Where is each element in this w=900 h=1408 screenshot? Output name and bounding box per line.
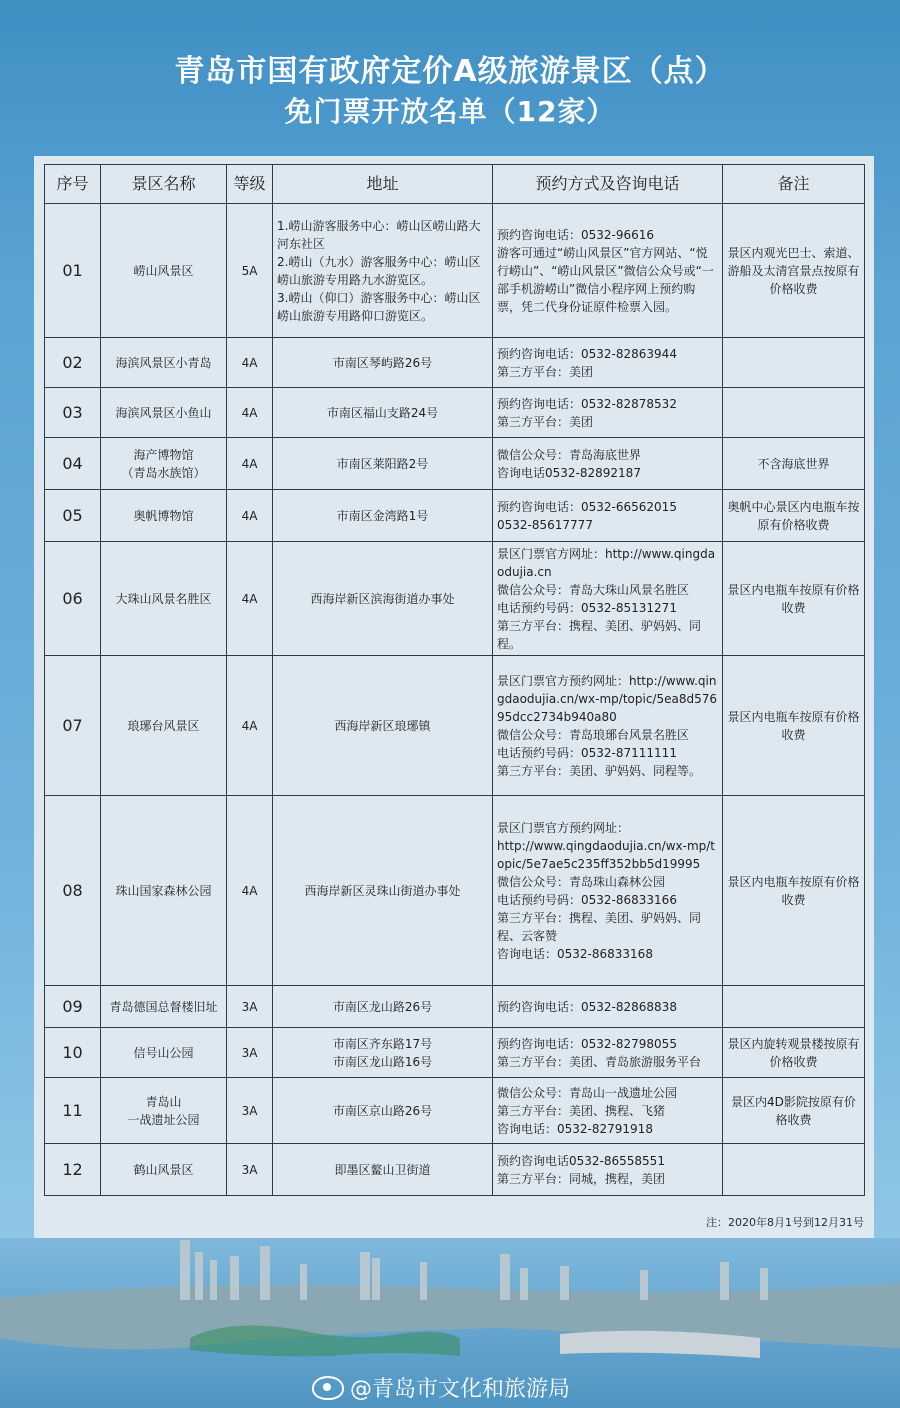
header-name: 景区名称 xyxy=(101,165,227,204)
spot-level: 5A xyxy=(227,204,273,338)
spot-address: 市南区福山支路24号 xyxy=(273,388,493,438)
spot-remark xyxy=(723,986,865,1028)
page-subtitle: 免门票开放名单（12家） xyxy=(284,95,616,128)
booking-info: 预约咨询电话0532-86558551 第三方平台：同城，携程，美团 xyxy=(493,1144,723,1196)
spot-level: 3A xyxy=(227,1078,273,1144)
spot-level: 3A xyxy=(227,1028,273,1078)
spot-address: 1.崂山游客服务中心：崂山区崂山路大河东社区 2.崂山（九水）游客服务中心：崂山区崂山旅游专用路九水游览区。 3.崂山（仰口）游客服务中心：崂山区崂山旅游专用路仰口游览区。 xyxy=(273,204,493,338)
spot-remark: 景区内电瓶车按原有价格收费 xyxy=(723,796,865,986)
scenic-spot-table xyxy=(44,164,865,1196)
spot-level: 4A xyxy=(227,388,273,438)
page-title: 青岛市国有政府定价A级旅游景区（点） xyxy=(174,54,726,89)
row-number: 07 xyxy=(45,656,101,796)
row-number: 03 xyxy=(45,388,101,438)
spot-remark: 景区内观光巴士、索道、游船及太清宫景点按原有价格收费 xyxy=(723,204,865,338)
spot-address: 西海岸新区灵珠山街道办事处 xyxy=(273,796,493,986)
spot-remark: 景区内4D影院按原有价格收费 xyxy=(723,1078,865,1144)
table-row xyxy=(45,1078,865,1144)
row-number: 04 xyxy=(45,438,101,490)
spot-name: 珠山国家森林公园 xyxy=(101,796,227,986)
booking-info: 景区门票官方网址：http://www.qingdaodujia.cn 微信公众号：青岛大珠山风景名胜区 电话预约号码：0532-85131271 第三方平台：携程、美团、驴妈妈、同程。 xyxy=(493,542,723,656)
spot-level: 3A xyxy=(227,1144,273,1196)
spot-address: 市南区琴屿路26号 xyxy=(273,338,493,388)
header-level: 等级 xyxy=(227,165,273,204)
table-row xyxy=(45,204,865,338)
spot-address: 市南区齐东路17号 市南区龙山路16号 xyxy=(273,1028,493,1078)
table-row xyxy=(45,438,865,490)
weibo-account[interactable] xyxy=(312,1372,570,1403)
header-no: 序号 xyxy=(45,165,101,204)
spot-level: 4A xyxy=(227,796,273,986)
row-number: 06 xyxy=(45,542,101,656)
spot-remark xyxy=(723,338,865,388)
table-row xyxy=(45,338,865,388)
booking-info: 预约咨询电话：0532-82798055 第三方平台：美团、青岛旅游服务平台 xyxy=(493,1028,723,1078)
date-note: 注：2020年8月1号到12月31号 xyxy=(706,1216,864,1229)
booking-info: 预约咨询电话：0532-82863944 第三方平台：美团 xyxy=(493,338,723,388)
booking-info: 预约咨询电话：0532-82878532 第三方平台：美团 xyxy=(493,388,723,438)
spot-name: 海产博物馆 （青岛水族馆） xyxy=(101,438,227,490)
header-address: 地址 xyxy=(273,165,493,204)
table-row xyxy=(45,1144,865,1196)
spot-name: 奥帆博物馆 xyxy=(101,490,227,542)
row-number: 02 xyxy=(45,338,101,388)
table-row xyxy=(45,796,865,986)
spot-name: 鹤山风景区 xyxy=(101,1144,227,1196)
spot-remark: 景区内电瓶车按原有价格收费 xyxy=(723,542,865,656)
spot-remark xyxy=(723,388,865,438)
spot-name: 海滨风景区小鱼山 xyxy=(101,388,227,438)
spot-name: 信号山公园 xyxy=(101,1028,227,1078)
booking-info: 预约咨询电话：0532-96616 游客可通过“崂山风景区”官方网站、“悦行崂山”、“崂山风景区”微信公众号或“一部手机游崂山”微信小程序网上预约购票，凭二代身份证原件检票入园。 xyxy=(493,204,723,338)
spot-remark xyxy=(723,1144,865,1196)
table-row xyxy=(45,656,865,796)
row-number: 09 xyxy=(45,986,101,1028)
spot-name: 大珠山风景名胜区 xyxy=(101,542,227,656)
row-number: 11 xyxy=(45,1078,101,1144)
booking-info: 微信公众号：青岛海底世界 咨询电话0532-82892187 xyxy=(493,438,723,490)
row-number: 10 xyxy=(45,1028,101,1078)
spot-remark: 奥帆中心景区内电瓶车按原有价格收费 xyxy=(723,490,865,542)
table-panel xyxy=(34,156,874,1238)
table-row xyxy=(45,542,865,656)
spot-remark: 不含海底世界 xyxy=(723,438,865,490)
spot-name: 崂山风景区 xyxy=(101,204,227,338)
header-booking: 预约方式及咨询电话 xyxy=(493,165,723,204)
table-row xyxy=(45,986,865,1028)
spot-name: 琅琊台风景区 xyxy=(101,656,227,796)
spot-remark: 景区内电瓶车按原有价格收费 xyxy=(723,656,865,796)
table-row xyxy=(45,388,865,438)
spot-name: 青岛德国总督楼旧址 xyxy=(101,986,227,1028)
spot-address: 市南区金湾路1号 xyxy=(273,490,493,542)
spot-name: 海滨风景区小青岛 xyxy=(101,338,227,388)
booking-info: 预约咨询电话：0532-66562015 0532-85617777 xyxy=(493,490,723,542)
spot-address: 市南区龙山路26号 xyxy=(273,986,493,1028)
spot-address: 西海岸新区琅琊镇 xyxy=(273,656,493,796)
spot-level: 4A xyxy=(227,338,273,388)
table-row xyxy=(45,490,865,542)
booking-info: 景区门票官方预约网址： http://www.qingdaodujia.cn/wx-mp/topic/5e7ae5c235ff352bb5d19995 微信公众号：青岛珠山森林公园 电话预约号码：0532-86833166 第三方平台：携程、美团、驴妈妈、同程、云客赞 咨询电话：0532-86833168 xyxy=(493,796,723,986)
booking-info: 景区门票官方预约网址：http://www.qingdaodujia.cn/wx-mp/topic/5ea8d57695dcc2734b940a80 微信公众号：青岛琅琊台风景名胜区 电话预约号码：0532-87111111 第三方平台：美团、驴妈妈、同程等。 xyxy=(493,656,723,796)
booking-info: 微信公众号：青岛山一战遗址公园 第三方平台：美团、携程、飞猪 咨询电话：0532-82791918 xyxy=(493,1078,723,1144)
spot-level: 4A xyxy=(227,490,273,542)
row-number: 08 xyxy=(45,796,101,986)
header-remark: 备注 xyxy=(723,165,865,204)
spot-remark: 景区内旋转观景楼按原有价格收费 xyxy=(723,1028,865,1078)
row-number: 05 xyxy=(45,490,101,542)
spot-address: 即墨区鳌山卫街道 xyxy=(273,1144,493,1196)
weibo-icon xyxy=(312,1376,344,1400)
table-row xyxy=(45,1028,865,1078)
spot-level: 3A xyxy=(227,986,273,1028)
spot-address: 西海岸新区滨海街道办事处 xyxy=(273,542,493,656)
spot-address: 市南区莱阳路2号 xyxy=(273,438,493,490)
spot-level: 4A xyxy=(227,438,273,490)
weibo-account-label: @青岛市文化和旅游局 xyxy=(350,1377,571,1402)
spot-level: 4A xyxy=(227,656,273,796)
table-header-row xyxy=(45,165,865,204)
spot-level: 4A xyxy=(227,542,273,656)
booking-info: 预约咨询电话：0532-82868838 xyxy=(493,986,723,1028)
row-number: 01 xyxy=(45,204,101,338)
spot-name: 青岛山 一战遗址公园 xyxy=(101,1078,227,1144)
spot-address: 市南区京山路26号 xyxy=(273,1078,493,1144)
row-number: 12 xyxy=(45,1144,101,1196)
